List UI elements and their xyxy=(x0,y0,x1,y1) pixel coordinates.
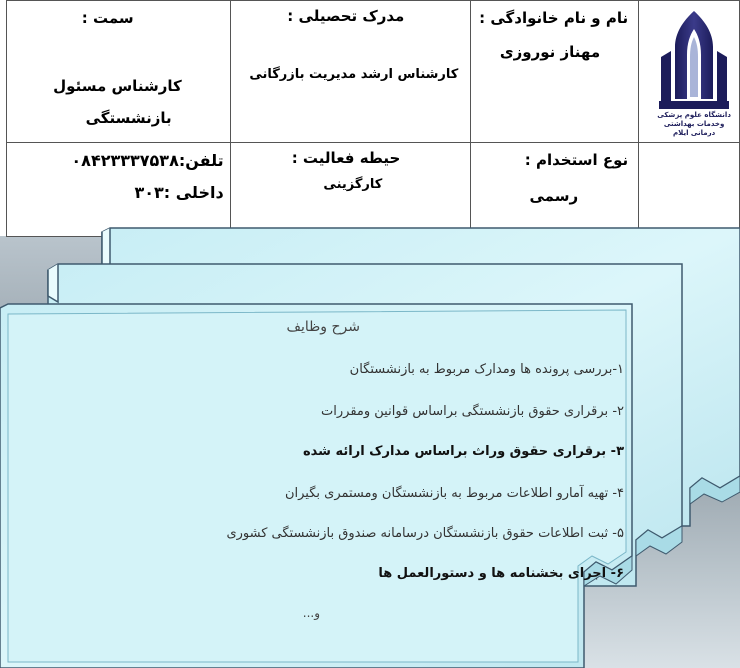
duties-title: شرح وظایف xyxy=(286,319,360,335)
phone-extension: داخلی :۳۰۳ xyxy=(134,183,224,202)
duties-section xyxy=(180,310,630,630)
name-value: مهناز نوروزی xyxy=(499,43,601,61)
position-value-line1: کارشناس مسئول xyxy=(53,77,182,95)
employment-value: رسمی xyxy=(529,187,579,205)
logo-caption xyxy=(653,111,735,138)
activity-value: کارگزینی xyxy=(323,177,383,192)
degree-cell xyxy=(230,1,471,143)
activity-label: حیطه فعالیت : xyxy=(291,149,401,167)
employment-label: نوع استخدام : xyxy=(524,151,629,169)
empty-cell xyxy=(639,143,740,237)
activity-cell xyxy=(230,143,471,237)
position-value-line2: بازنشستگی xyxy=(85,109,172,127)
duty-item-4: ۴- تهیه آمارو اطلاعات مربوط به بازنشستگان ومستمری بگیران xyxy=(284,486,624,501)
degree-value: کارشناس ارشد مدیریت بازرگانی xyxy=(249,67,459,82)
university-logo-icon xyxy=(653,7,735,111)
name-label: نام و نام خانوادگی : xyxy=(479,9,629,27)
duty-item-2: ۲- برقراری حقوق بازنشستگی براساس قوانین ومقررات xyxy=(321,404,624,419)
position-cell xyxy=(7,1,231,143)
logo-caption-line2: وخدمات بهداشتی درمانی ایلام xyxy=(663,120,725,137)
phone-cell xyxy=(7,143,231,237)
logo-caption-line1: دانشگاه علوم پزشکی xyxy=(657,111,731,119)
phone-number: تلفن:۰۸۴۲۳۳۳۷۵۳۸ xyxy=(71,151,224,170)
degree-label: مدرک تحصیلی : xyxy=(287,7,405,25)
logo-cell xyxy=(639,1,740,143)
duty-item-6: ۶- اجرای بخشنامه ها و دستورالعمل ها xyxy=(378,566,624,581)
employment-cell xyxy=(471,143,639,237)
duty-item-3: ۳- برقراری حقوق وراث براساس مدارک ارائه شده xyxy=(303,444,624,459)
university-logo xyxy=(653,7,735,135)
position-label: سمت : xyxy=(81,9,134,27)
duty-item-5: ۵- ثبت اطلاعات حقوق بازنشستگان درسامانه صندوق بازنشستگی کشوری xyxy=(226,526,624,541)
employee-info-table xyxy=(6,0,740,237)
duty-item-1: ۱-بررسی پرونده ها ومدارک مربوط به بازنشستگان xyxy=(349,362,624,377)
duties-etc: و... xyxy=(302,606,320,620)
name-cell xyxy=(471,1,639,143)
